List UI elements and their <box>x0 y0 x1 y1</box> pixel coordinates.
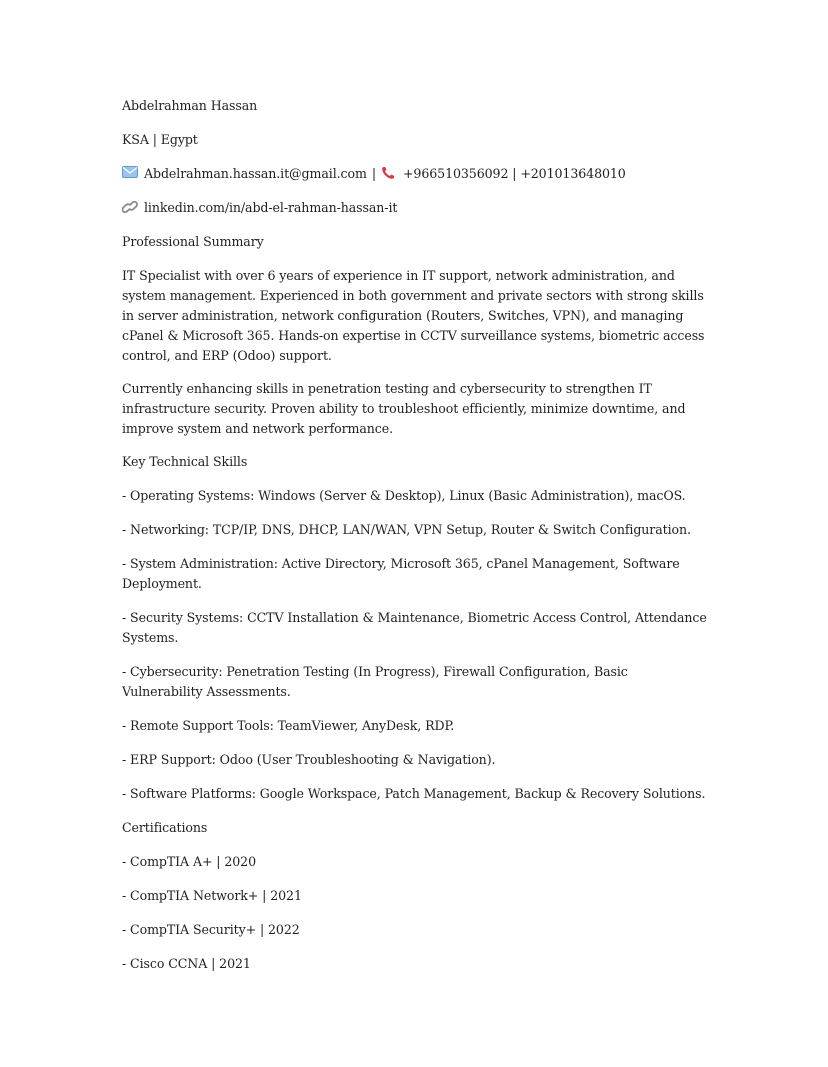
candidate-name: Abdelrahman Hassan <box>122 98 258 113</box>
location-text: KSA | Egypt <box>122 132 198 147</box>
certification-item: - CompTIA A+ | 2020 <box>122 854 256 869</box>
skill-item: - Operating Systems: Windows (Server & Desktop), Linux (Basic Administration), macOS. <box>122 488 686 503</box>
summary-paragraph-1: IT Specialist with over 6 years of experience in IT support, network administration, and system management. Experienced in both government and private sectors with strong skills in server administration, network configuration (Routers, Switches, VPN), and managing cPanel & Microsoft 365. Hands-on expertise in CCTV surveillance systems, biometric access control, and ERP (Odoo) support. <box>122 268 705 363</box>
certification-item: - Cisco CCNA | 2021 <box>122 956 251 971</box>
certifications-list <box>122 852 708 974</box>
summary-paragraph-2: Currently enhancing skills in penetration testing and cybersecurity to strengthen IT infrastructure security. Proven ability to troubleshoot efficiently, minimize downtime, and improve system and network performance. <box>122 381 686 436</box>
skill-item: - Cybersecurity: Penetration Testing (In Progress), Firewall Configuration, Basic Vulnerability Assessments. <box>122 664 628 699</box>
linkedin-link[interactable]: linkedin.com/in/abd-el-rahman-hassan-it <box>144 200 398 215</box>
link-icon <box>122 200 138 214</box>
linkedin-line <box>122 198 708 218</box>
envelope-icon <box>122 166 138 180</box>
certification-item: - CompTIA Security+ | 2022 <box>122 922 300 937</box>
skill-item: - Security Systems: CCTV Installation & Maintenance, Biometric Access Control, Attendance Systems. <box>122 610 707 645</box>
skill-item: - System Administration: Active Directory, Microsoft 365, cPanel Management, Software Deployment. <box>122 556 680 591</box>
phone-numbers[interactable]: +966510356092 | +201013648010 <box>402 166 626 181</box>
skill-item: - Networking: TCP/IP, DNS, DHCP, LAN/WAN, VPN Setup, Router & Switch Configuration. <box>122 522 691 537</box>
skills-heading: Key Technical Skills <box>122 454 248 469</box>
skill-item: - Software Platforms: Google Workspace, Patch Management, Backup & Recovery Solutions. <box>122 786 706 801</box>
certification-item: - CompTIA Network+ | 2021 <box>122 888 302 903</box>
phone-icon <box>381 166 397 180</box>
summary-heading: Professional Summary <box>122 234 264 249</box>
contact-separator: | <box>371 166 376 181</box>
email-link[interactable]: Abdelrahman.hassan.it@gmail.com <box>144 166 367 181</box>
contact-line <box>122 164 708 184</box>
skills-list <box>122 486 708 804</box>
skill-item: - ERP Support: Odoo (User Troubleshooting & Navigation). <box>122 752 496 767</box>
skill-item: - Remote Support Tools: TeamViewer, AnyDesk, RDP. <box>122 718 455 733</box>
certifications-heading: Certifications <box>122 820 208 835</box>
